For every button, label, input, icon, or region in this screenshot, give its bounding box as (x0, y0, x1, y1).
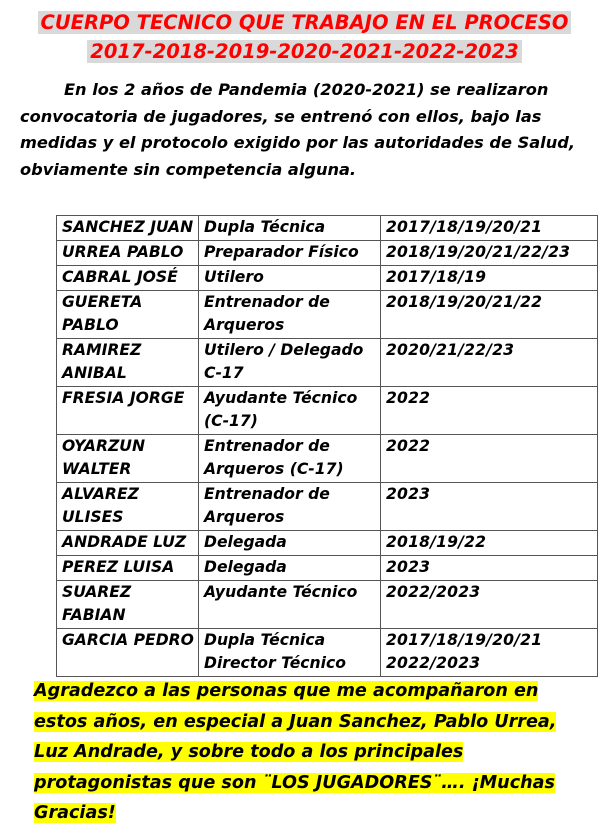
staff-name-cell: ALVAREZ ULISES (57, 483, 199, 531)
table-row (57, 216, 598, 241)
staff-role-cell: Entrenador de Arqueros (199, 291, 381, 339)
staff-years-cell: 2022 (381, 387, 598, 435)
staff-name-cell: SANCHEZ JUAN (57, 216, 199, 241)
staff-name-cell: URREA PABLO (57, 241, 199, 266)
table-row (57, 291, 598, 339)
staff-role-cell: Entrenador de Arqueros (C-17) (199, 435, 381, 483)
staff-name-cell: RAMIREZ ANIBAL (57, 339, 199, 387)
table-row (57, 435, 598, 483)
thanks-paragraph (34, 676, 594, 829)
staff-role-cell: Utilero (199, 266, 381, 291)
staff-role-cell: Dupla Técnica (199, 216, 381, 241)
staff-name-cell: PEREZ LUISA (57, 556, 199, 581)
staff-name-cell: CABRAL JOSÉ (57, 266, 199, 291)
staff-role-cell: Delegada (199, 531, 381, 556)
title-line-1-text: CUERPO TECNICO QUE TRABAJO EN EL PROCESO (38, 11, 572, 34)
staff-name-cell: OYARZUN WALTER (57, 435, 199, 483)
staff-table-body (57, 216, 598, 677)
staff-role-cell: Ayudante Técnico (199, 581, 381, 629)
staff-years-cell: 2018/19/20/21/22 (381, 291, 598, 339)
title-line-1 (0, 10, 609, 36)
table-row (57, 629, 598, 677)
staff-years-cell: 2022/2023 (381, 581, 598, 629)
staff-years-cell: 2017/18/19 (381, 266, 598, 291)
staff-name-cell: SUAREZ FABIAN (57, 581, 199, 629)
staff-table (56, 215, 598, 677)
staff-role-cell: Entrenador de Arqueros (199, 483, 381, 531)
table-row (57, 531, 598, 556)
staff-name-cell: GUERETA PABLO (57, 291, 199, 339)
table-row (57, 339, 598, 387)
staff-years-cell: 2018/19/20/21/22/23 (381, 241, 598, 266)
intro-paragraph: En los 2 años de Pandemia (2020-2021) se realizaron convocatoria de jugadores, se entrenó con ellos, bajo las medidas y el protocolo exigido por las autoridades de Salud, obviamente sin competencia alguna. (20, 80, 575, 179)
staff-role-cell: Dupla Técnica Director Técnico (199, 629, 381, 677)
staff-years-cell: 2017/18/19/20/21 2022/2023 (381, 629, 598, 677)
table-row (57, 266, 598, 291)
staff-years-cell: 2023 (381, 483, 598, 531)
table-row (57, 387, 598, 435)
staff-name-cell: ANDRADE LUZ (57, 531, 199, 556)
staff-years-cell: 2023 (381, 556, 598, 581)
staff-name-cell: FRESIA JORGE (57, 387, 199, 435)
staff-role-cell: Ayudante Técnico (C-17) (199, 387, 381, 435)
staff-role-cell: Utilero / Delegado C-17 (199, 339, 381, 387)
table-row (57, 483, 598, 531)
staff-years-cell: 2022 (381, 435, 598, 483)
staff-years-cell: 2018/19/22 (381, 531, 598, 556)
table-row (57, 241, 598, 266)
title-line-2-text: 2017-2018-2019-2020-2021-2022-2023 (87, 40, 521, 63)
staff-role-cell: Preparador Físico (199, 241, 381, 266)
table-row (57, 556, 598, 581)
staff-years-cell: 2017/18/19/20/21 (381, 216, 598, 241)
staff-role-cell: Delegada (199, 556, 381, 581)
staff-name-cell: GARCIA PEDRO (57, 629, 199, 677)
table-row (57, 581, 598, 629)
title-line-2 (0, 39, 609, 65)
staff-years-cell: 2020/21/22/23 (381, 339, 598, 387)
thanks-text: Agradezco a las personas que me acompañaron en estos años, en especial a Juan Sanchez, Pablo Urrea, Luz Andrade, y sobre todo a los principales protagonistas que son ¨LOS JUGADORES¨…. ¡Muchas Gracias! (34, 681, 557, 823)
